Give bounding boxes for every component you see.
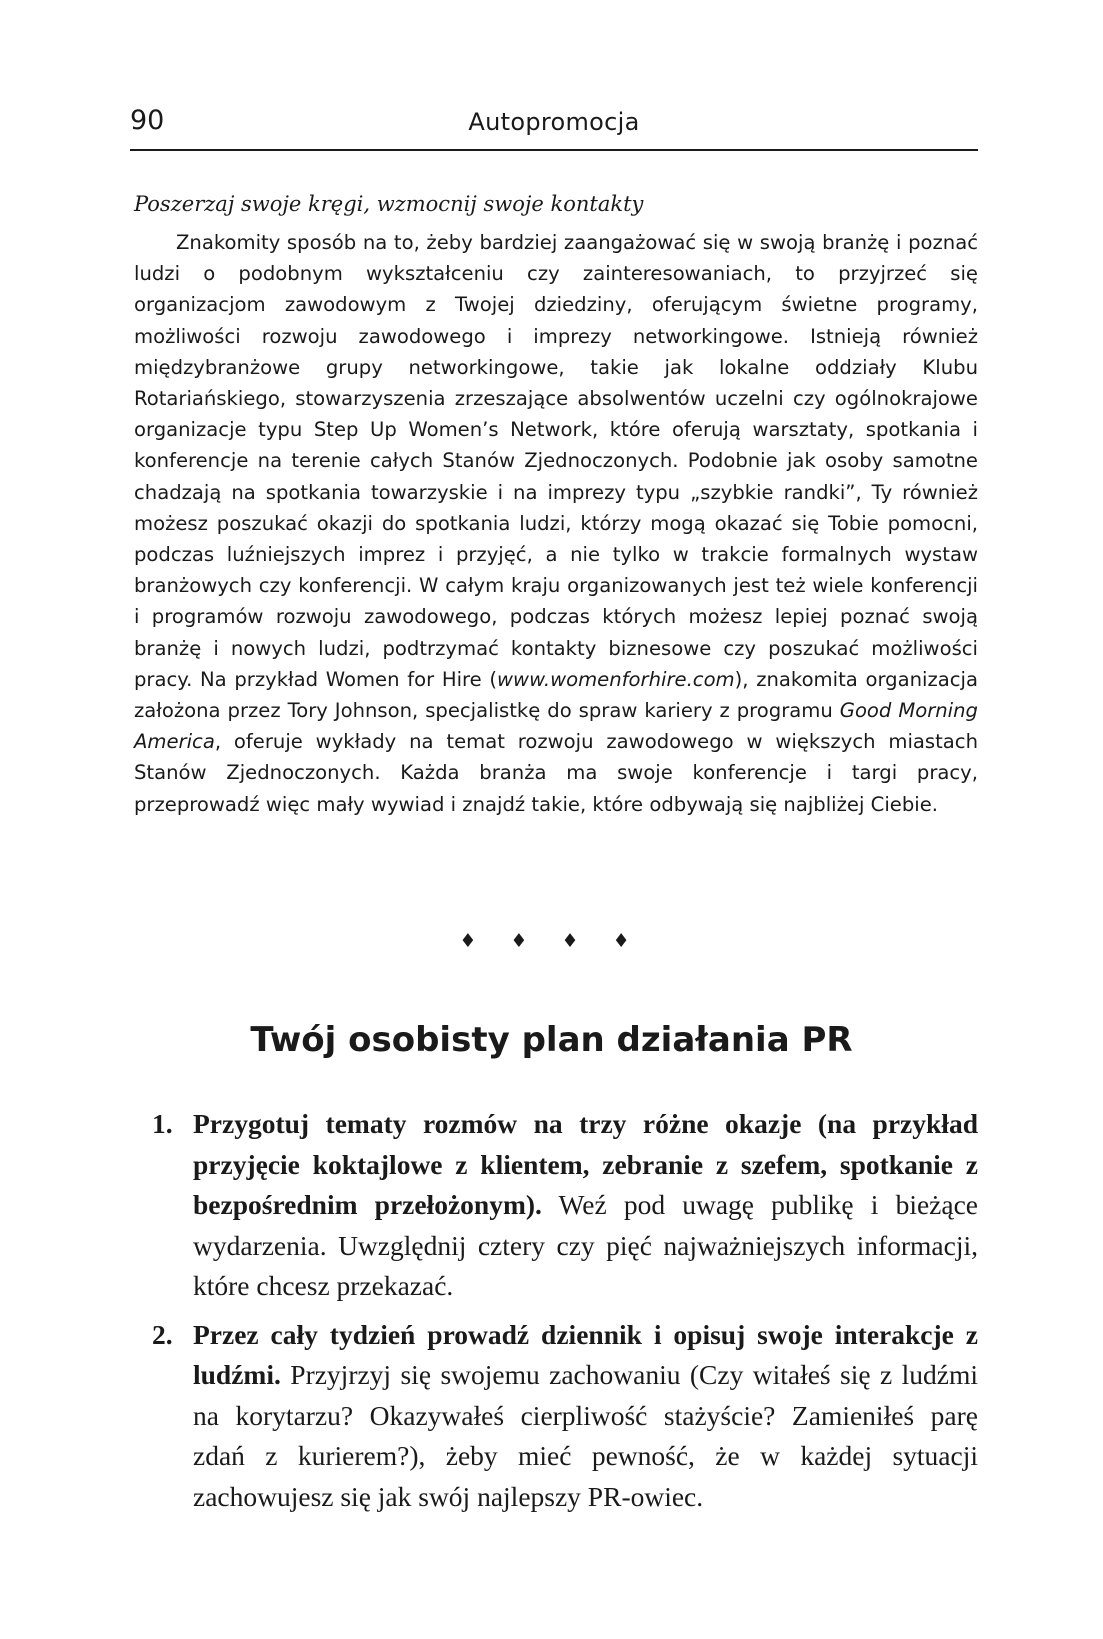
action-plan-list: [134, 1104, 978, 1525]
website-reference: www.womenforhire.com: [497, 667, 735, 691]
list-item: [134, 1315, 978, 1518]
page-header: [130, 103, 978, 151]
paragraph-text-part-1: Znakomity sposób na to, żeby bardziej zaangażować się w swoją branżę i poznać ludzi o podobnym wykształceniu czy zainteresowaniach, to przyjrzeć się organizacjom zawodowym z Twojej dziedziny, oferującym świetne programy, możliwości rozwoju zawodowego i imprezy networkingowe. Istnieją również międzybranżowe grupy networkingowe, takie jak lokalne oddziały Klubu Rotariańskiego, stowarzyszenia zrzeszające absolwentów uczelni czy ogólnokrajowe organizacje typu Step Up Women’s Network, które oferują warsztaty, spotkania i konferencje na terenie całych Stanów Zjednoczonych. Podobnie jak osoby samotne chadzają na spotkania towarzyskie i na imprezy typu „szybkie randki”, Ty również możesz poszukać okazji do spotkania ludzi, którzy mogą okazać się Tobie pomocni, podczas luźniejszych imprez i przyjęć, a nie tylko w trakcie formalnych wystaw branżowych czy konferencji. W całym kraju organizowanych jest też wiele konferencji i programów rozwoju zawodowego, podczas których możesz lepiej poznać swoją branżę i nowych ludzi, podtrzymać kontakty biznesowe czy poszukać możliwości pracy. Na przykład Women for Hire (: [134, 231, 978, 691]
item-number: 1.: [152, 1108, 173, 1139]
item-lead: Przygotuj tematy rozmów na trzy różne okazje (na przykład przyjęcie koktajlowe z klientem, zebranie z szefem, spotkanie z bezpośrednim przełożonym).: [193, 1108, 978, 1220]
item-text: Weź pod uwagę publikę i bieżące wydarzenia. Uwzględnij cztery czy pięć najważniejszych informacji, które chcesz przekazać.: [193, 1189, 978, 1301]
list-item: [134, 1104, 978, 1307]
section-separator: ♦ ♦ ♦ ♦: [459, 930, 644, 952]
program-name: Good Morning America: [134, 699, 978, 754]
body-paragraph: [134, 227, 978, 820]
page-number: 90: [130, 105, 165, 136]
section-subheading: Poszerzaj swoje kręgi, wzmocnij swoje kontakty: [134, 192, 644, 216]
running-title: Autopromocja: [468, 108, 640, 136]
item-lead: Przez cały tydzień prowadź dziennik i opisuj swoje interakcje z ludźmi.: [193, 1318, 978, 1390]
section-title: Twój osobisty plan działania PR: [250, 1020, 853, 1060]
item-number: 2.: [152, 1318, 173, 1350]
paragraph-text-part-3: , oferuje wykłady na temat rozwoju zawodowego w większych miastach Stanów Zjednoczonych. Każda branża ma swoje konferencje i targi pracy, przeprowadź więc mały wywiad i znajdź takie, które odbywają się najbliżej Ciebie.: [134, 730, 978, 816]
paragraph-text-part-2: ), znakomita organizacja założona przez Tory Johnson, specjalistkę do spraw kariery z programu: [134, 667, 978, 723]
item-text: Przyjrzyj się swojemu zachowaniu (Czy witałeś się z ludźmi na korytarzu? Okazywałeś cierpliwość stażyście? Zamieniłeś parę zdań z kurierem?), żeby mieć pewność, że w każdej sytuacji zachowujesz się jak swój najlepszy PR-owiec.: [193, 1359, 978, 1512]
